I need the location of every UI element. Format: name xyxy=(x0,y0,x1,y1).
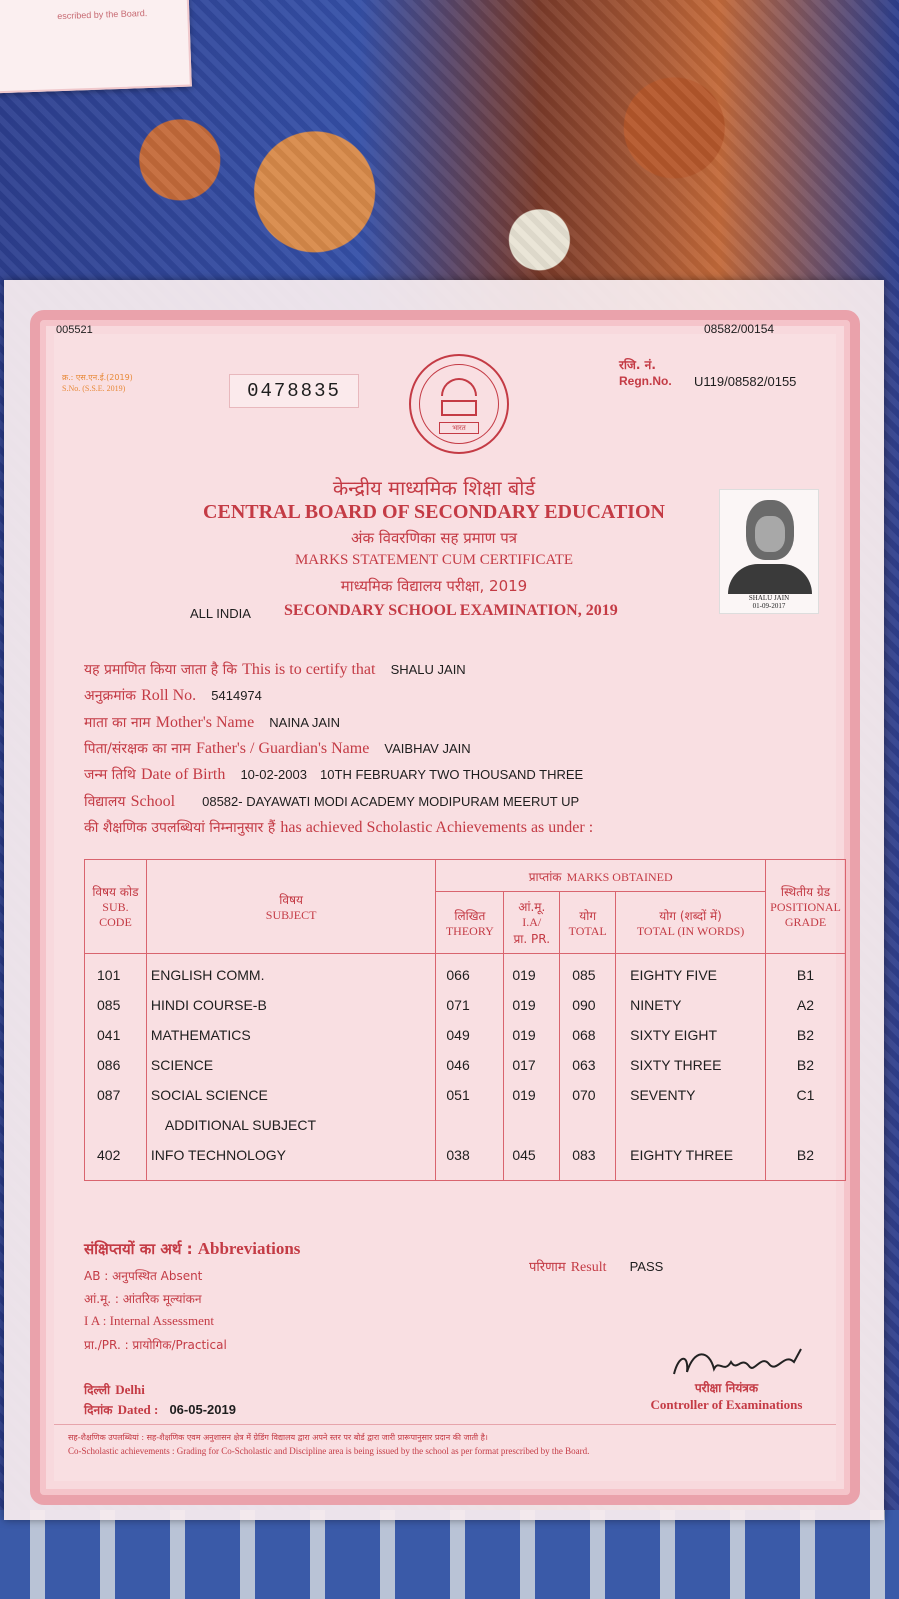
table-row xyxy=(85,954,846,1181)
face-icon xyxy=(746,500,794,560)
result-line: परिणाम Result PASS xyxy=(529,1259,664,1275)
ia-marks: 019 xyxy=(512,1087,536,1103)
certify-line xyxy=(84,659,466,679)
header-subject: विषय SUBJECT xyxy=(146,860,436,954)
roll-line xyxy=(84,685,262,705)
sub-code: 087 xyxy=(97,1087,121,1103)
dob-label-hindi: जन्म तिथि xyxy=(84,767,136,783)
co-scholastic-hindi: सह-शैक्षणिक उपलब्धियां : सह-शैक्षणिक एवम अनुशासन क्षेत्र में ग्रेडिंग विद्यालय द्वारा अपने स्तर पर बोर्ड द्वारा जारी प्रारूपानुसार प्रदान की जाती है। xyxy=(68,1433,488,1442)
dob: 10-02-2003 xyxy=(240,767,307,782)
father-line xyxy=(84,738,471,758)
positional-grade: B2 xyxy=(796,1147,815,1163)
dob-line xyxy=(84,764,583,784)
mother-label-english: Mother's Name xyxy=(155,714,255,731)
positional-grade: B1 xyxy=(796,967,815,983)
dated-line: दिनांक Dated : 06-05-2019 xyxy=(84,1402,236,1417)
date-value: 06-05-2019 xyxy=(169,1402,236,1417)
subject-name: INFO TECHNOLOGY xyxy=(150,1147,286,1163)
abbr-internal-hindi: आं.मू. : आंतरिक मूल्यांकन xyxy=(84,1292,202,1306)
father-name: VAIBHAV JAIN xyxy=(384,741,471,756)
footer-divider xyxy=(54,1424,836,1425)
school-label-english: School xyxy=(130,793,176,810)
top-right-number: 08582/00154 xyxy=(704,322,775,336)
table-header-row xyxy=(85,860,846,892)
header-theory: लिखित THEORY xyxy=(436,892,504,954)
controller-signature xyxy=(669,1344,809,1384)
ia-marks: 045 xyxy=(512,1147,536,1163)
board-name-hindi: केन्द्रीय माध्यमिक शिक्षा बोर्ड xyxy=(332,476,536,500)
sub-code: 101 xyxy=(97,967,121,983)
subject-name: MATHEMATICS xyxy=(150,1027,251,1043)
positional-grade: B2 xyxy=(796,1057,815,1073)
abbreviations-title: संक्षिप्तयों का अर्थ : Abbreviations xyxy=(84,1239,301,1258)
positional-grade: C1 xyxy=(796,1087,815,1103)
ia-marks: 019 xyxy=(512,1027,536,1043)
marks-table xyxy=(84,859,846,1181)
school-label-hindi: विद्यालय xyxy=(84,794,126,810)
cbse-logo-icon xyxy=(409,354,509,454)
theory-marks: 071 xyxy=(446,997,470,1013)
ia-marks: 017 xyxy=(512,1057,536,1073)
ia-marks: 019 xyxy=(512,997,536,1013)
father-label-english: Father's / Guardian's Name xyxy=(196,740,370,757)
dob-label-english: Date of Birth xyxy=(140,766,226,783)
school-line xyxy=(84,791,579,811)
roll-number: 5414974 xyxy=(211,688,262,703)
place-line: दिल्ली Delhi xyxy=(84,1382,145,1397)
regn-label-hindi: रजि. नं. xyxy=(619,358,656,372)
total-in-words: SEVENTY xyxy=(630,1087,696,1103)
abbr-practical: प्रा./PR. : प्रायोगिक/Practical xyxy=(84,1338,227,1352)
additional-subject-label: ADDITIONAL SUBJECT xyxy=(164,1117,317,1133)
controller-english: Controller of Examinations xyxy=(650,1397,803,1412)
header-grade: स्थितीय ग्रेड POSITIONAL GRADE xyxy=(765,860,845,954)
student-photo xyxy=(719,489,819,614)
sub-code: 041 xyxy=(97,1027,121,1043)
dob-words: 10TH FEBRUARY TWO THOUSAND THREE xyxy=(320,767,584,782)
total-in-words: SIXTY EIGHT xyxy=(630,1027,717,1043)
theory-marks: 051 xyxy=(446,1087,470,1103)
subject-name: SCIENCE xyxy=(150,1057,214,1073)
co-scholastic-english: Co-Scholastic achievements : Grading for Co-Scholastic and Discipline area is being issued by the school as per format prescribed by the Board. xyxy=(68,1446,590,1456)
school-name: 08582- DAYAWATI MODI ACADEMY MODIPURAM MEERUT UP xyxy=(202,794,580,809)
theory-marks: 046 xyxy=(446,1057,470,1073)
achieve-hindi: की शैक्षणिक उपलब्धियां निम्नानुसार हैं xyxy=(84,820,276,836)
theory-marks: 066 xyxy=(446,967,470,983)
theory-marks: 049 xyxy=(446,1027,470,1043)
total-in-words: NINETY xyxy=(630,997,682,1013)
positional-grade: A2 xyxy=(796,997,815,1013)
photo-name: SHALU JAIN xyxy=(748,594,790,602)
sub-code: 086 xyxy=(97,1057,121,1073)
achieve-english: has achieved Scholastic Achievements as under : xyxy=(280,819,594,836)
corner-paper xyxy=(0,0,192,93)
total-marks: 063 xyxy=(572,1057,596,1073)
theory-marks: 038 xyxy=(446,1147,470,1163)
abbr-internal-assessment: I A : Internal Assessment xyxy=(84,1313,214,1328)
result-value: PASS xyxy=(629,1259,664,1274)
header-ia-pr: आं.मू. I.A/ प्रा. PR. xyxy=(504,892,560,954)
sno-label-hindi: क्र.: एस.एन.ई.(2019) xyxy=(62,373,133,382)
corner-paper-text: escribed by the Board. xyxy=(57,7,148,22)
total-in-words: EIGHTY FIVE xyxy=(630,967,717,983)
board-name-english: CENTRAL BOARD OF SECONDARY EDUCATION xyxy=(203,501,665,523)
tablecloth-background xyxy=(0,1510,899,1599)
photo-date: 01-09-2017 xyxy=(752,602,786,610)
mother-line xyxy=(84,712,340,732)
subject-name: HINDI COURSE-B xyxy=(150,997,267,1013)
total-marks: 085 xyxy=(572,967,596,983)
roll-label-hindi: अनुक्रमांक xyxy=(84,688,136,704)
positional-grade: B2 xyxy=(796,1027,815,1043)
exam-english: SECONDARY SCHOOL EXAMINATION, 2019 xyxy=(284,602,618,619)
subject-name: ENGLISH COMM. xyxy=(150,967,265,983)
total-in-words: SIXTY THREE xyxy=(630,1057,722,1073)
regn-number: U119/08582/0155 xyxy=(694,374,797,389)
sub-code: 085 xyxy=(97,997,121,1013)
header-total-words: योग (शब्दों में) TOTAL (IN WORDS) xyxy=(616,892,766,954)
header-sub-code: विषय कोड SUB. CODE xyxy=(85,860,147,954)
sno-label-english: S.No. (S.S.E. 2019) xyxy=(62,384,126,393)
father-label-hindi: पिता/संरक्षक का नाम xyxy=(84,741,191,757)
roll-label-english: Roll No. xyxy=(141,687,197,704)
certify-label-hindi: यह प्रमाणित किया जाता है कि xyxy=(84,662,238,678)
regn-label-english: Regn.No. xyxy=(619,374,672,388)
student-name: SHALU JAIN xyxy=(390,662,466,677)
total-marks: 083 xyxy=(572,1147,596,1163)
sub-code: 402 xyxy=(97,1147,121,1163)
total-marks: 090 xyxy=(572,997,596,1013)
top-left-number: 005521 xyxy=(56,324,93,336)
header-marks-obtained: प्राप्तांक MARKS OBTAINED xyxy=(436,860,766,892)
controller-hindi: परीक्षा नियंत्रक xyxy=(694,1381,759,1395)
total-marks: 070 xyxy=(572,1087,596,1103)
certify-label-english: This is to certify that xyxy=(242,661,376,678)
subject-name: SOCIAL SCIENCE xyxy=(150,1087,268,1103)
ia-marks: 019 xyxy=(512,967,536,983)
doc-title-hindi: अंक विवरणिका सह प्रमाण पत्र xyxy=(350,529,518,547)
abbr-absent: AB : अनुपस्थित Absent xyxy=(84,1269,203,1283)
marks-certificate xyxy=(30,310,860,1505)
mother-name: NAINA JAIN xyxy=(269,715,341,730)
exam-hindi: माध्यमिक विद्यालय परीक्षा, 2019 xyxy=(340,577,528,595)
logo-text: भारत xyxy=(439,422,479,434)
certificate-body xyxy=(54,322,841,1481)
scope: ALL INDIA xyxy=(190,606,251,621)
header-total: योग TOTAL xyxy=(560,892,616,954)
serial-number: 0478835 xyxy=(229,374,359,408)
total-in-words: EIGHTY THREE xyxy=(630,1147,734,1163)
doc-title-english: MARKS STATEMENT CUM CERTIFICATE xyxy=(294,552,574,568)
achievement-line xyxy=(84,817,593,837)
mother-label-hindi: माता का नाम xyxy=(84,715,151,731)
total-marks: 068 xyxy=(572,1027,596,1043)
